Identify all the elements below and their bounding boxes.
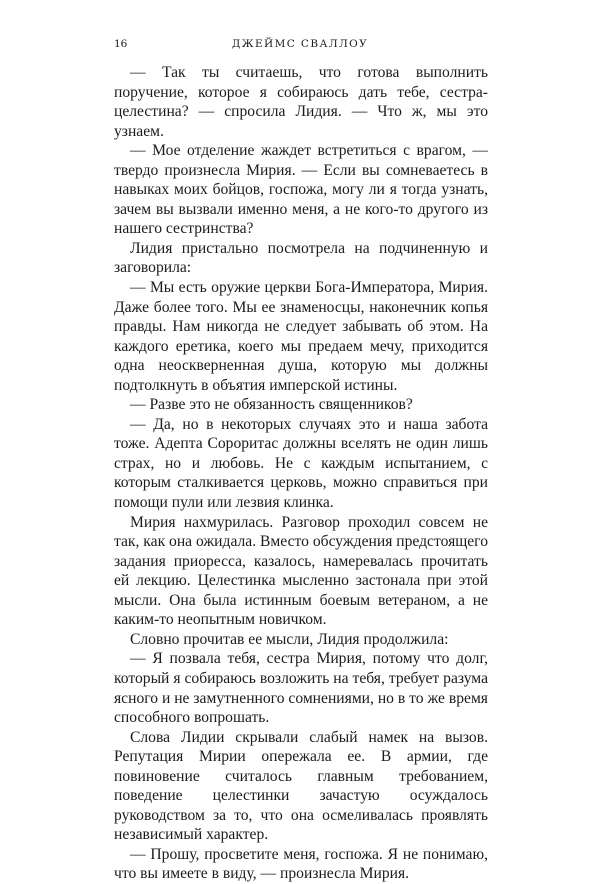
paragraph: Словно прочитав ее мысли, Лидия продолжила: (130, 630, 449, 648)
page-number: 16 (114, 38, 128, 50)
paragraph: Слова Лидии скрывали слабый намек на вызов. Репутация Мирии опережала ее. В армии, где повиновение считалось главным требованием, поведение целестинки зачастую осуждалось руководством за то, что она осмеливалась проявлять независимый характер. (114, 728, 488, 844)
book-author: ДЖЕЙМС СВАЛЛОУ (231, 38, 369, 50)
paragraph: — Я позвала тебя, сестра Мирия, потому что долг, который я собираюсь возложить на тебя, требует разума ясного и не замутненного сомнениями, но в то же время способного вопрошать. (114, 650, 488, 727)
paragraph: — Мое отделение жаждет встретиться с врагом, — твердо произнесла Мирия. — Если вы сомневаетесь в навыках моих бойцов, госпожа, могу ли я тогда узнать, зачем вы вызвали именно меня, а не кого-то другого из нашего сестринства? (114, 142, 488, 238)
running-head (114, 38, 486, 54)
paragraph: — Прошу, просветите меня, госпожа. Я не понимаю, что вы имеете в виду, — произнесла Мирия. (114, 845, 488, 883)
paragraph: — Разве это не обязанность священников? (130, 396, 413, 414)
paragraph: — Да, но в некоторых случаях это и наша забота тоже. Адепта Сороритас должны вселять не один лишь страх, но и любовь. Не с каждым испытанием, с которым сталкивается церковь, можно справиться при помощи пули или лезвия клинка. (114, 415, 488, 512)
paragraph: Мирия нахмурилась. Разговор проходил совсем не так, как она ожидала. Вместо обсуждения предстоящего задания приоресса, казалось, намеревалась прочитать ей лекцию. Целестинка мысленно застонала при этой мысли. Она была истинным боевым ветераном, а не каким-то неопытным новичком. (114, 513, 488, 629)
paragraph: — Так ты считаешь, что готова выполнить поручение, которое я собираюсь дать тебе, сестра-целестина? — спросила Лидия. — Что ж, мы это узнаем. (114, 64, 488, 140)
paragraph: Лидия пристально посмотрела на подчиненную и заговорила: (114, 239, 488, 277)
paragraph: — Мы есть оружие церкви Бога-Императора, Мирия. Даже более того. Мы ее знаменосцы, наконечник копья правды. Нам никогда не следует забывать об этом. На каждого еретика, коего мы предаем мечу, приходится одна неоскверненная душа, которую мы должны подтолкнуть в объятия имперской истины. (114, 279, 488, 394)
body-text (114, 63, 488, 884)
